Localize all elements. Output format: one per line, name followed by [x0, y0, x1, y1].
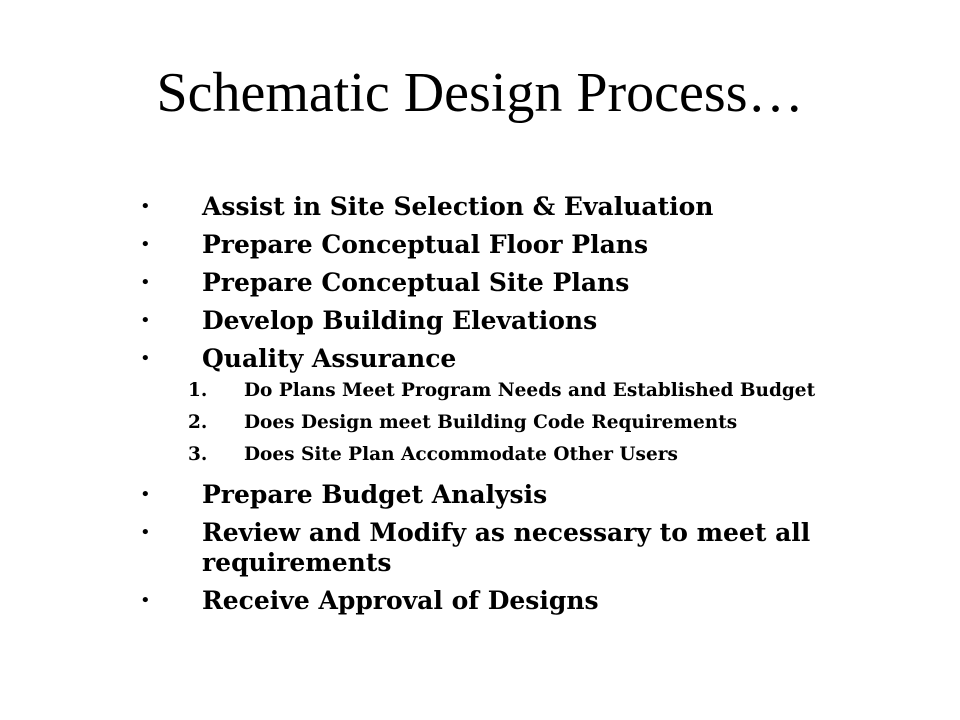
bullet-dot-icon: • — [140, 484, 151, 505]
sub-item-text: Do Plans Meet Program Needs and Established Budget — [244, 380, 816, 401]
bullet-item — [140, 480, 860, 510]
bullet-text: Prepare Conceptual Site Plans — [202, 268, 630, 297]
sub-item-number: 2. — [188, 412, 208, 433]
slide-title: Schematic Design Process… — [156, 62, 804, 124]
sub-item-text: Does Site Plan Accommodate Other Users — [244, 444, 678, 465]
bullet-item — [140, 586, 860, 616]
bullet-text: Quality Assurance — [202, 344, 457, 373]
bullet-item — [140, 306, 860, 336]
bullet-dot-icon: • — [140, 234, 151, 255]
numbered-sub-item — [140, 380, 860, 402]
bullet-text: Review and Modify as necessary to meet all requirements — [202, 518, 811, 577]
bullet-list — [140, 192, 860, 624]
sub-item-number: 1. — [188, 380, 208, 401]
sub-item-number: 3. — [188, 444, 208, 465]
bullet-dot-icon: • — [140, 590, 151, 611]
bullet-dot-icon: • — [140, 310, 151, 331]
bullet-dot-icon: • — [140, 348, 151, 369]
bullet-text: Prepare Budget Analysis — [202, 480, 548, 509]
bullet-item — [140, 192, 860, 222]
bullet-text: Assist in Site Selection & Evaluation — [202, 192, 714, 221]
bullet-text: Prepare Conceptual Floor Plans — [202, 230, 649, 259]
bullet-dot-icon: • — [140, 196, 151, 217]
bullet-item — [140, 518, 860, 578]
bullet-item — [140, 344, 860, 374]
bullet-dot-icon: • — [140, 522, 151, 543]
bullet-item — [140, 230, 860, 260]
bullet-dot-icon: • — [140, 272, 151, 293]
bullet-item — [140, 268, 860, 298]
sub-item-text: Does Design meet Building Code Requirements — [244, 412, 738, 433]
bullet-text: Receive Approval of Designs — [202, 586, 599, 615]
numbered-sub-item — [140, 444, 860, 466]
bullet-text: Develop Building Elevations — [202, 306, 598, 335]
numbered-sub-item — [140, 412, 860, 434]
